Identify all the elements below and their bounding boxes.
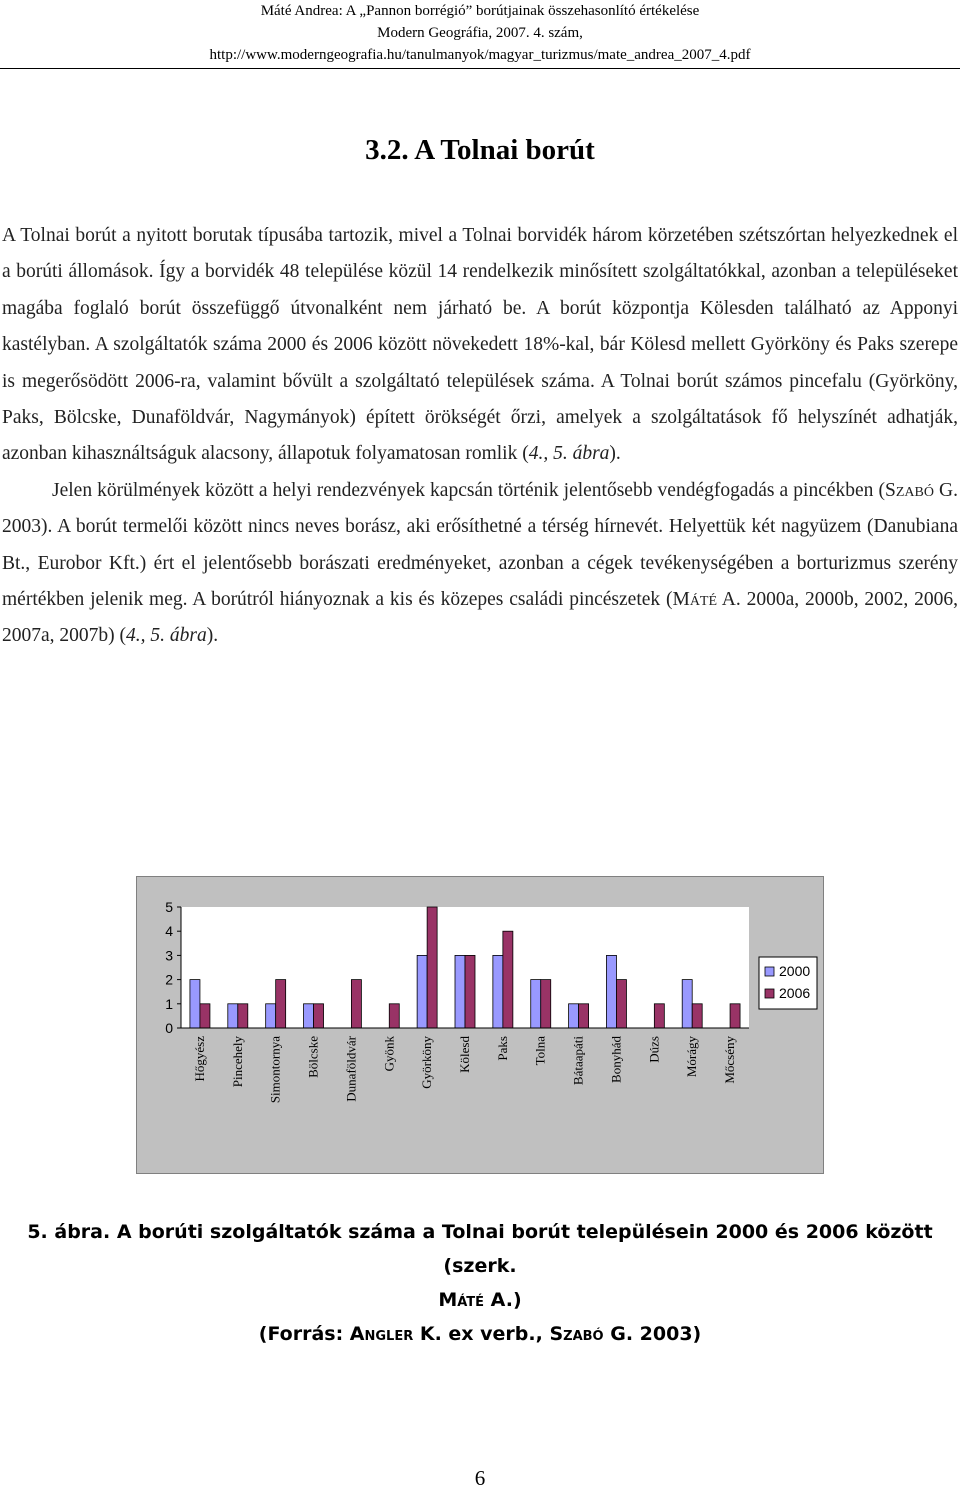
x-category-label: Simontornya	[267, 1036, 283, 1104]
y-tick-label: 2	[165, 971, 173, 988]
header-divider	[0, 68, 960, 69]
y-tick-label: 1	[165, 995, 173, 1012]
bar-chart	[136, 876, 824, 1174]
bar-2006	[730, 1004, 740, 1028]
bar-2000	[304, 1004, 314, 1028]
x-category-label: Mórágy	[684, 1036, 700, 1078]
caption-author-rest: A.)	[484, 1289, 522, 1311]
p2-text-end: ).	[206, 625, 219, 647]
x-category-label: Hőgyész	[191, 1036, 207, 1082]
chart-canvas	[137, 877, 823, 1173]
bar-2006	[389, 1004, 399, 1028]
source-text-end: G. 2003)	[603, 1323, 702, 1345]
bar-2000	[682, 980, 692, 1028]
bar-2006	[238, 1004, 248, 1028]
bar-2006	[503, 931, 513, 1028]
header-citation: Máté Andrea: A „Pannon borrégió” borútjainak összehasonlító értékelése	[260, 3, 700, 19]
p1-text: A Tolnai borút a nyitott borutak típusába tartozik, mivel a Tolnai borvidék három körzetében szétszórtan helyezkednek el a borúti állomások. Így a borvidék 48 települése közül 14 rendelkezik minősített szolgáltatókkal, azonban a településeket magába foglaló borút összefüggő útvonalként nem járható be. A borút központja Kölesden található az Apponyi kastélyban. A szolgáltatók száma 2000 és 2006 között növekedett 18%-kal, bár Kölesd mellett Györköny és Paks szerepe is megerősödött 2006-ra, valamint bővült a szolgáltató települések száma. A Tolnai borút számos pincefalu (Györköny, Paks, Bölcske, Dunaföldvár, Nagymányok) épített örökségét őrzi, amelyek a szolgáltatások fő helyszínét adhatják, azonban kihasználtságuk alacsony, állapotuk folyamatosan romlik (	[2, 225, 958, 465]
legend-label-2006: 2006	[779, 985, 811, 1001]
legend-label-2000: 2000	[779, 963, 811, 979]
caption-author: Máté	[438, 1289, 485, 1311]
bar-2000	[417, 955, 427, 1028]
x-category-label: Mőcsény	[722, 1036, 738, 1084]
bar-2000	[266, 1004, 276, 1028]
source-author: Szabó	[549, 1323, 604, 1345]
paragraph-2	[2, 473, 958, 655]
author-name: Szabó	[885, 479, 934, 501]
legend-swatch-2000	[765, 967, 774, 976]
caption-line-1: 5. ábra. A borúti szolgáltatók száma a Tolnai borút településein 2000 és 2006 között (szerk.	[27, 1221, 933, 1277]
section-title: 3.2. A Tolnai borút	[365, 134, 595, 166]
x-category-label: Dunaföldvár	[343, 1036, 359, 1102]
bar-2000	[455, 955, 465, 1028]
bar-2000	[228, 1004, 238, 1028]
x-category-label: Dúzs	[646, 1036, 662, 1063]
p2-text-mid2: A. 2000a, 2000b, 2002, 2006, 2007a, 2007b) (	[2, 589, 958, 647]
bar-2006	[616, 980, 626, 1028]
author-name: Máté	[672, 589, 718, 611]
bar-2006	[200, 1004, 210, 1028]
bar-2006	[654, 1004, 664, 1028]
bar-2000	[531, 980, 541, 1028]
y-tick-label: 4	[165, 923, 173, 940]
bar-2000	[606, 955, 616, 1028]
p1-text-end: ).	[609, 443, 621, 465]
page-header	[0, 0, 960, 66]
x-category-label: Bonyhád	[608, 1036, 624, 1083]
page-number: 6	[474, 1466, 486, 1490]
bar-2000	[569, 1004, 579, 1028]
header-journal: Modern Geográfia, 2007. 4. szám,	[377, 25, 583, 41]
source-author: Angler	[349, 1323, 414, 1345]
x-category-label: Paks	[494, 1036, 510, 1061]
legend-swatch-2006	[765, 989, 774, 998]
figure-reference: 4., 5. ábra	[528, 443, 610, 465]
source-label: (Forrás:	[258, 1323, 350, 1345]
source-text: K. ex verb.,	[413, 1323, 550, 1345]
bar-2000	[493, 955, 503, 1028]
paragraph-1	[2, 218, 958, 473]
caption-line-2	[0, 1283, 960, 1317]
caption-source	[0, 1317, 960, 1351]
x-category-label: Bátaapáti	[570, 1036, 586, 1086]
y-tick-label: 5	[165, 899, 173, 915]
bar-2000	[190, 980, 200, 1028]
x-category-label: Gyönk	[381, 1036, 397, 1072]
bar-2006	[427, 907, 437, 1028]
bar-2006	[465, 955, 475, 1028]
p2-text: Jelen körülmények között a helyi rendezvények kapcsán történik jelentősebb vendégfogadás a pincékben (	[52, 479, 885, 501]
bar-2006	[692, 1004, 702, 1028]
x-category-label: Györköny	[419, 1036, 435, 1089]
bar-2006	[579, 1004, 589, 1028]
bar-2006	[314, 1004, 324, 1028]
bar-2006	[541, 980, 551, 1028]
figure-reference: 4., 5. ábra	[126, 625, 207, 647]
p2-text-mid: G. 2003). A borút termelői között nincs neves borász, aki erősíthetné a térség hírnevét. Helyettük két nagyüzem (Danubiana Bt., Eurobor Kft.) ért el jelentősebb borászati eredményeket, azonban a cégek tevékenységében a borturizmus szerény mértékben jelenik meg. A borútról hiányoznak a kis és közepes családi pincészetek (	[2, 479, 958, 611]
x-category-label: Pincehely	[229, 1036, 245, 1088]
bar-2006	[351, 980, 361, 1028]
x-category-label: Kölesd	[457, 1036, 472, 1073]
x-category-label: Bölcske	[305, 1036, 321, 1078]
header-url: http://www.moderngeografia.hu/tanulmanyok/magyar_turizmus/mate_andrea_2007_4.pdf	[209, 47, 751, 63]
figure-caption	[0, 1215, 960, 1351]
x-category-label: Tolna	[532, 1036, 548, 1066]
bar-2006	[276, 980, 286, 1028]
y-tick-label: 0	[165, 1020, 173, 1036]
body-text	[2, 218, 958, 655]
y-tick-label: 3	[165, 947, 173, 964]
